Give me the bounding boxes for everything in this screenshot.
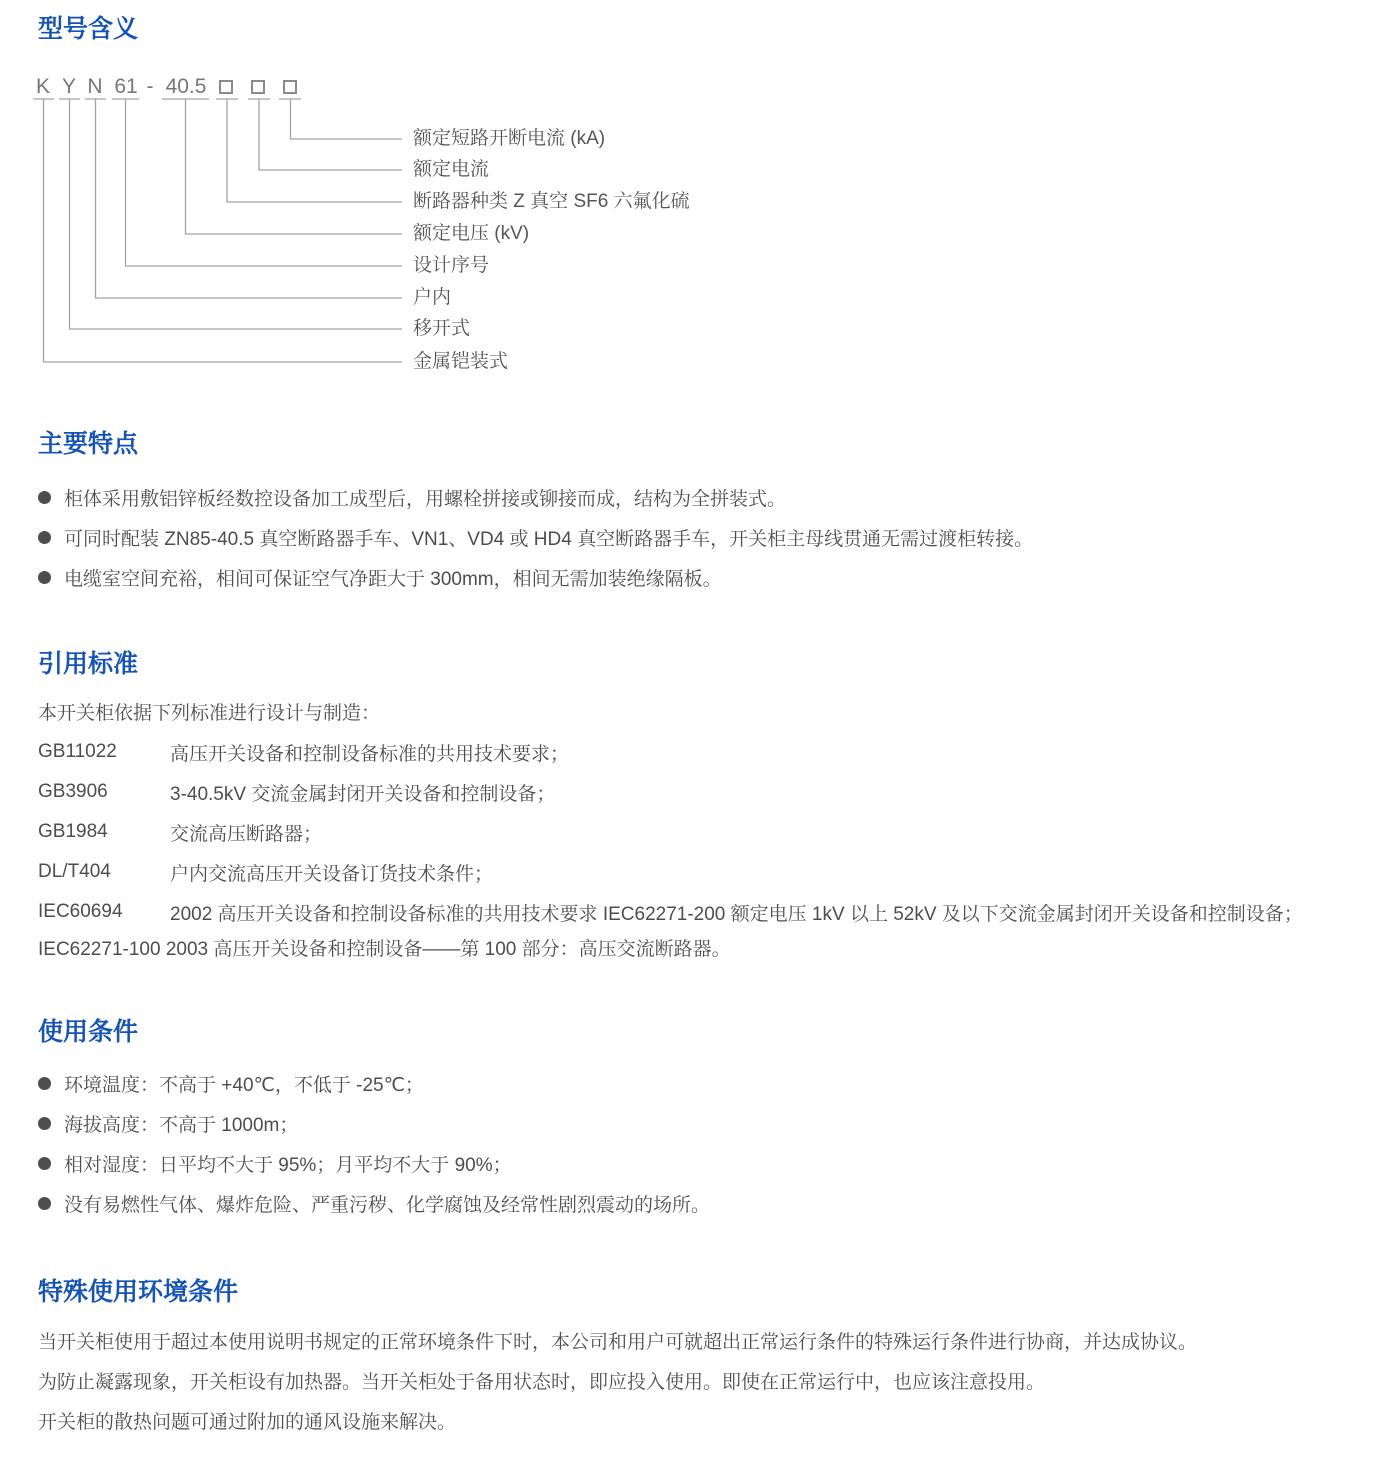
standard-row (38, 772, 1380, 812)
placeholder-box-icon (219, 80, 233, 94)
bullet-icon (38, 531, 51, 544)
standard-row (38, 812, 1380, 852)
model-part-40-5: 40.5 (165, 75, 207, 98)
diagram-label-indoor: 户内 (413, 287, 452, 308)
condition-text: 相对湿度：日平均不大于 95%；月平均不大于 90%； (64, 1154, 512, 1176)
diagram-label-breaking-current: 额定短路开断电流 (kA) (413, 128, 606, 149)
standard-code: IEC60694 (38, 901, 123, 922)
bullet-icon (38, 1077, 51, 1090)
section-main-features (38, 428, 1380, 597)
diagram-label-withdrawable: 移开式 (413, 318, 471, 339)
standards-intro: 本开关柜依据下列标准进行设计与制造： (38, 703, 381, 724)
model-part-Y: Y (61, 75, 77, 98)
connector-N (85, 99, 402, 298)
section-heading-model-meaning: 型号含义 (38, 15, 139, 43)
feature-item (38, 477, 1380, 517)
standard-desc: 户内交流高压开关设备订货技术条件； (170, 863, 494, 885)
standard-desc: 2002 高压开关设备和控制设备标准的共用技术要求 IEC62271-200 额定电压 1kV 以上 52kV 及以下交流金属封闭开关设备和控制设备； (170, 903, 1303, 925)
connector-Y (59, 99, 402, 329)
connector-box3 (279, 99, 402, 139)
standard-desc: 交流高压断路器； (170, 823, 323, 845)
standard-code: DL/T404 (38, 861, 111, 882)
model-designation-diagram (0, 75, 960, 395)
usage-list (38, 1063, 1380, 1223)
special-paragraph: 当开关柜使用于超过本使用说明书规定的正常环境条件下时，本公司和用户可就超出正常运行条件的特殊运行条件进行协商，并达成协议。 (38, 1332, 1198, 1353)
section-special-conditions (38, 1276, 1380, 1443)
bullet-icon (38, 1197, 51, 1210)
feature-item (38, 557, 1380, 597)
model-part-N: N (87, 75, 103, 98)
placeholder-box-icon (251, 80, 265, 94)
condition-item (38, 1143, 1380, 1183)
diagram-label-breaker-type: 断路器种类 Z 真空 SF6 六氟化硫 (413, 191, 690, 212)
standard-row (38, 892, 1380, 932)
feature-text: 可同时配装 ZN85-40.5 真空断路器手车、VN1、VD4 或 HD4 真空断路器手车，开关柜主母线贯通无需过渡柜转接。 (64, 528, 1034, 550)
model-part-dash: - (146, 75, 154, 98)
standard-desc: 3-40.5kV 交流金属封闭开关设备和控制设备； (170, 783, 556, 805)
feature-item (38, 517, 1380, 557)
feature-text: 柜体采用敷铝锌板经数控设备加工成型后，用螺栓拼接或铆接而成，结构为全拼装式。 (64, 488, 787, 510)
condition-item (38, 1103, 1380, 1143)
diagram-label-rated-current: 额定电流 (413, 159, 490, 180)
standard-desc: 高压开关设备和控制设备标准的共用技术要求； (170, 743, 570, 765)
connector-40-5 (162, 99, 402, 234)
special-paragraph: 为防止凝露现象，开关柜设有加热器。当开关柜处于备用状态时，即应投入使用。即使在正常运行中，也应该注意投用。 (38, 1372, 1046, 1393)
connector-box2 (248, 99, 402, 170)
section-heading-main-features: 主要特点 (38, 430, 139, 458)
condition-item (38, 1183, 1380, 1223)
section-reference-standards (38, 648, 1380, 968)
bullet-icon (38, 1117, 51, 1130)
standard-continuation: IEC62271-100 2003 高压开关设备和控制设备——第 100 部分：高压交流断路器。 (38, 939, 731, 960)
condition-text: 环境温度：不高于 +40℃，不低于 -25℃； (64, 1074, 424, 1096)
standard-row (38, 732, 1380, 772)
diagram-label-rated-voltage: 额定电压 (kV) (413, 223, 530, 244)
connector-box1 (216, 99, 402, 202)
model-part-K: K (35, 75, 51, 98)
standard-row (38, 852, 1380, 892)
standard-code: GB11022 (38, 741, 117, 762)
special-paragraph: 开关柜的散热问题可通过附加的通风设施来解决。 (38, 1412, 457, 1433)
bullet-icon (38, 571, 51, 584)
section-heading-standards: 引用标准 (38, 650, 139, 678)
model-part-61: 61 (114, 75, 138, 98)
standard-code: GB3906 (38, 781, 108, 802)
feature-text: 电缆室空间充裕，相间可保证空气净距大于 300mm，相间无需加装绝缘隔板。 (64, 568, 722, 590)
bullet-icon (38, 1157, 51, 1170)
diagram-label-design-number: 设计序号 (413, 255, 490, 276)
connector-61 (112, 99, 402, 266)
special-paragraphs (38, 1308, 1380, 1443)
section-heading-special: 特殊使用环境条件 (38, 1278, 239, 1306)
condition-text: 没有易燃性气体、爆炸危险、严重污秽、化学腐蚀及经常性剧烈震动的场所。 (64, 1194, 711, 1216)
condition-text: 海拔高度：不高于 1000m； (64, 1114, 299, 1136)
placeholder-box-icon (283, 80, 297, 94)
standard-code: GB1984 (38, 821, 108, 842)
condition-item (38, 1063, 1380, 1103)
bullet-icon (38, 491, 51, 504)
section-usage-conditions (38, 1016, 1380, 1223)
section-heading-usage: 使用条件 (38, 1018, 139, 1046)
diagram-label-metal-clad: 金属铠装式 (413, 351, 509, 372)
feature-list (38, 477, 1380, 597)
